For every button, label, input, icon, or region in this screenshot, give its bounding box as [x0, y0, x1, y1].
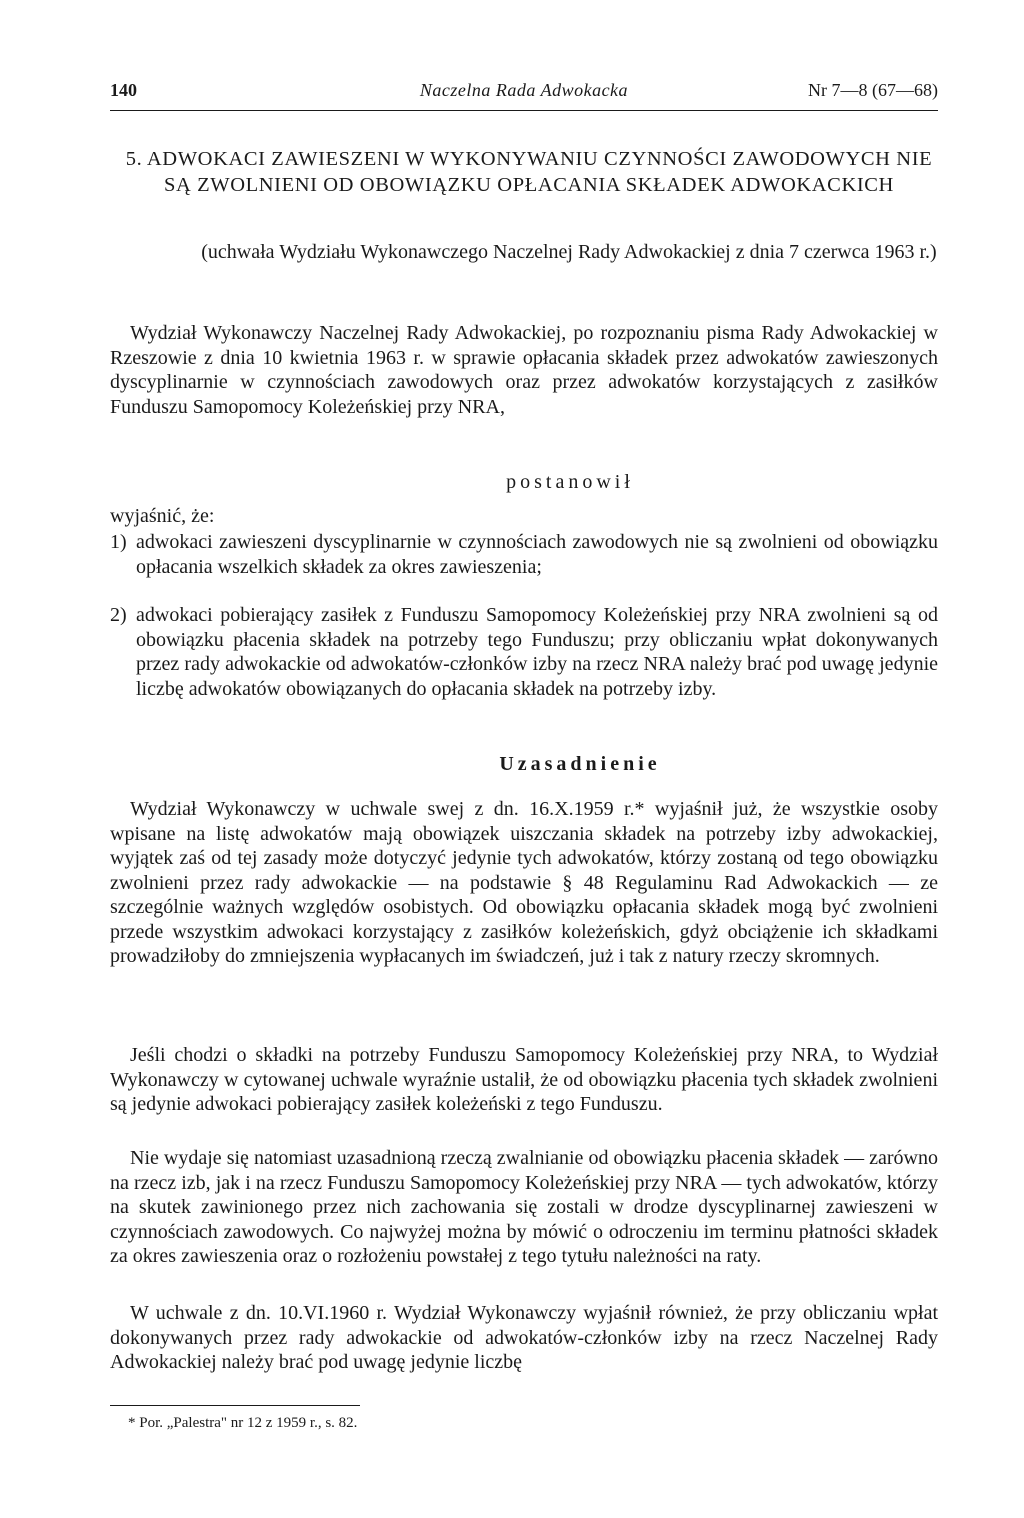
section-heading: Uzasadnienie: [499, 753, 661, 775]
item-text: adwokaci pobierający zasiłek z Funduszu Samopomocy Koleżeńskiej przy NRA zwolnieni są od obowiązku płacenia składek na potrzeby tego Funduszu; przy obliczaniu wpłat dokonywanych przez rady adwokackie od adwokatów-członków izby na rzecz NRA należy brać pod uwagę jedynie liczbę adwokatów obowiązanych do opłacania składek na potrzeby izby.: [136, 604, 938, 700]
resolution-word: postanowił: [506, 471, 634, 493]
footnote-rule: [110, 1405, 360, 1406]
running-header: [110, 78, 938, 102]
journal-title: Naczelna Rada Adwokacka: [419, 80, 629, 100]
article-subtitle: (uchwała Wydziału Wykonawczego Naczelnej Rady Adwokackiej z dnia 7 czerwca 1963 r.): [201, 241, 937, 263]
item-text: adwokaci zawieszeni dyscyplinarnie w czynnościach zawodowych nie są zwolnieni od obowiązku opłacania wszelkich składek za okres zawieszenia;: [136, 531, 938, 578]
issue-number: Nr 7—8 (67—68): [808, 80, 938, 100]
explain-label: wyjaśnić, że:: [110, 505, 215, 527]
justification-paragraph: Nie wydaje się natomiast uzasadnioną rzeczą zwalnianie od obowiązku płacenia składek — zarówno na rzecz izb, jak i na rzecz Funduszu Samopomocy Koleżeńskiej przy NRA — tych adwokatów, którzy na skutek zawinionego przez nich zachowania się zostali w drodze dyscyplinarnej zawieszeni w czynnościach zawodowych. Co najwyżej można by mówić o odroczeniu im terminu płatności składek za okres zawieszenia oraz o rozłożeniu powstałej z tego tytułu należności na raty.: [110, 1147, 938, 1267]
intro-paragraph: Wydział Wykonawczy Naczelnej Rady Adwokackiej, po rozpoznaniu pisma Rady Adwokackiej w Rzeszowie z dnia 10 kwietnia 1963 r. w sprawie opłacania składek przez adwokatów zawieszonych dyscyplinarnie w czynnościach zawodowych oraz przez adwokatów korzystających z zasiłków Funduszu Samopomocy Koleżeńskiej przy NRA,: [110, 322, 938, 418]
justification-paragraph: Jeśli chodzi o składki na potrzeby Funduszu Samopomocy Koleżeńskiej przy NRA, to Wydział Wykonawczy w cytowanej uchwale wyraźnie ustalił, że od obowiązku płacenia tych składek zwolnieni są jedynie adwokaci pobierający zasiłek koleżeński z tego Funduszu.: [110, 1044, 938, 1115]
justification-paragraph: W uchwale z dn. 10.VI.1960 r. Wydział Wykonawczy wyjaśnił również, że przy obliczaniu wpłat dokonywanych przez rady adwokackie od adwokatów-członków izby na rzecz Naczelnej Rady Adwokackiej należy brać pod uwagę jedynie liczbę: [110, 1302, 938, 1373]
article-title: 5. ADWOKACI ZAWIESZENI W WYKONYWANIU CZYNNOŚCI ZAWODOWYCH NIE SĄ ZWOLNIENI OD OBOWIĄZKU OPŁACANIA SKŁADEK ADWOKACKICH: [125, 148, 933, 196]
resolution-item: [110, 603, 938, 701]
header-rule: [110, 110, 938, 111]
page-number: 140: [110, 80, 137, 100]
item-number: 2): [110, 604, 127, 626]
item-number: 1): [110, 531, 127, 553]
resolution-item: [110, 530, 938, 579]
justification-paragraph: Wydział Wykonawczy w uchwale swej z dn. 16.X.1959 r.* wyjaśnił już, że wszystkie osoby wpisane na listę adwokatów mają obowiązek uiszczania składek na potrzeby izby adwokackiej, wyjątek zaś od tej zasady może dotyczyć jedynie tych adwokatów, którzy zostaną od tego obowiązku zwolnieni przez rady adwokackie — na podstawie § 48 Regulaminu Rad Adwokackich — ze szczególnie ważnych względów osobistych. Od obowiązku opłacania składek mogą być zwolnieni przede wszystkim adwokaci korzystający z zasiłków koleżeńskich, gdyż obciążenie ich składkami prowadziłoby do zmniejszenia wypłacanych im świadczeń, już i tak z natury rzeczy skromnych.: [110, 798, 938, 967]
footnote: * Por. „Palestra" nr 12 z 1959 r., s. 82.: [128, 1415, 358, 1431]
